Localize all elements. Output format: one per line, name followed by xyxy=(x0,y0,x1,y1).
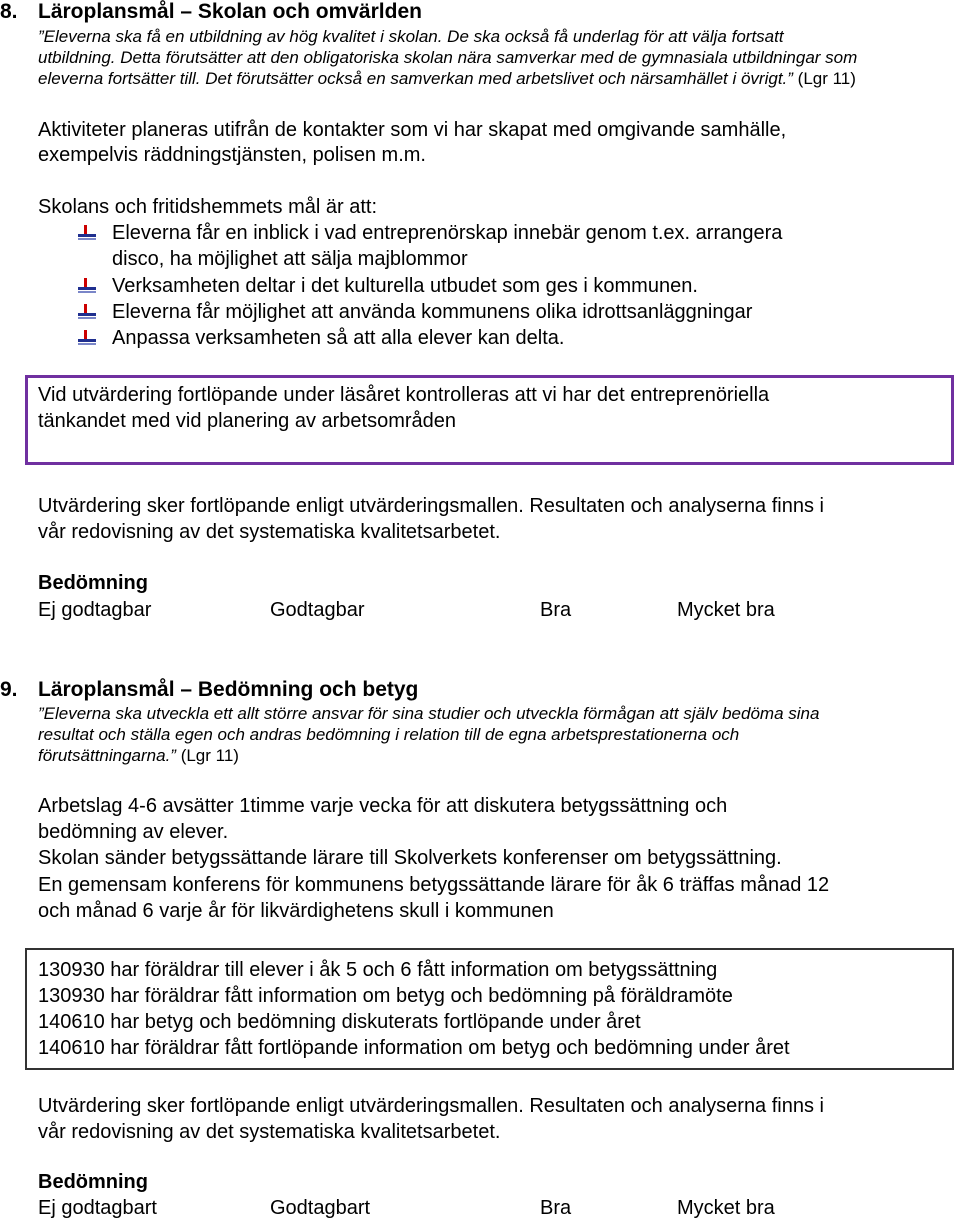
dates-box-line-4: 140610 har föräldrar fått fortlöpande information om betyg och bedömning under året xyxy=(38,1037,790,1059)
section-8-number: 8. xyxy=(0,0,18,23)
section-9-quote-line-3 xyxy=(38,746,239,766)
goal-bullet-text: Eleverna får möjlighet att använda kommunens olika idrottsanläggningar xyxy=(112,301,753,323)
section-9-quote-line-1: ”Eleverna ska utveckla ett allt större ansvar för sina studier och utveckla förmågan att själv bedöma sina xyxy=(38,704,820,723)
section-9-body-line-5: och månad 6 varje år för likvärdighetens skull i kommunen xyxy=(38,900,554,922)
evaluation-box-line-1: Vid utvärdering fortlöpande under läsåret kontrolleras att vi har det entreprenöriella xyxy=(38,384,770,406)
grade-mycket-bra: Mycket bra xyxy=(677,599,775,621)
goal-bullet-text: Verksamheten deltar i det kulturella utbudet som ges i kommunen. xyxy=(112,275,698,297)
dates-box-line-1: 130930 har föräldrar till elever i åk 5 och 6 fått information om betygssättning xyxy=(38,959,718,981)
section-8-quote-line-1: ”Eleverna ska få en utbildning av hög kvalitet i skolan. De ska också få underlag för att välja fortsatt xyxy=(38,27,784,46)
grade-godtagbar: Godtagbar xyxy=(270,599,365,621)
goal-bullet-text: Eleverna får en inblick i vad entreprenörskap innebär genom t.ex. arrangera xyxy=(112,222,783,244)
grade-mycket-bra: Mycket bra xyxy=(677,1197,775,1219)
goals-intro: Skolans och fritidshemmets mål är att: xyxy=(38,196,378,218)
section-9-body-line-4: En gemensam konferens för kommunens betygssättande lärare för åk 6 träffas månad 12 xyxy=(38,874,830,896)
grade-bra: Bra xyxy=(540,1197,572,1219)
goal-bullet-text-cont: disco, ha möjlighet att sälja majblommor xyxy=(112,248,468,270)
quote-ref: (Lgr 11) xyxy=(175,746,239,765)
quote-ref: (Lgr 11) xyxy=(792,69,856,88)
section-8-quote-line-2: utbildning. Detta förutsätter att den obligatoriska skolan nära samverkar med de gymnasiala utbildningar som xyxy=(38,48,858,67)
section-9-title: Läroplansmål – Bedömning och betyg xyxy=(38,678,419,701)
section-9-quote-line-2: resultat och ställa egen och andras bedömning i relation till de egna arbetsprestationerna och xyxy=(38,725,740,744)
quote-text: eleverna fortsätter till. Det förutsätter också en samverkan med arbetslivet och närsamhället i övrigt.” xyxy=(38,69,793,88)
grade-godtagbart: Godtagbart xyxy=(270,1197,371,1219)
section-8-assessment-title: Bedömning xyxy=(38,572,148,594)
bullet-icon xyxy=(76,329,98,347)
bullet-icon xyxy=(76,277,98,295)
bullet-icon xyxy=(76,303,98,321)
activities-line-1: Aktiviteter planeras utifrån de kontakter som vi har skapat med omgivande samhälle, xyxy=(38,119,787,141)
activities-line-2: exempelvis räddningstjänsten, polisen m.m. xyxy=(38,144,426,166)
section-8-evaluation-line-2: vår redovisning av det systematiska kvalitetsarbetet. xyxy=(38,521,501,543)
section-9-body-line-3: Skolan sänder betygssättande lärare till Skolverkets konferenser om betygssättning. xyxy=(38,847,782,869)
section-8-evaluation-line-1: Utvärdering sker fortlöpande enligt utvärderingsmallen. Resultaten och analyserna finns i xyxy=(38,495,824,517)
section-8-title: Läroplansmål – Skolan och omvärlden xyxy=(38,0,422,23)
evaluation-box-line-2: tänkandet med vid planering av arbetsområden xyxy=(38,410,457,432)
grade-bra: Bra xyxy=(540,599,572,621)
section-9-body-line-2: bedömning av elever. xyxy=(38,821,229,843)
grade-ej-godtagbart: Ej godtagbart xyxy=(38,1197,157,1219)
section-8-quote-line-3 xyxy=(38,69,856,89)
dates-box-line-3: 140610 har betyg och bedömning diskuterats fortlöpande under året xyxy=(38,1011,641,1033)
goal-bullet-text: Anpassa verksamheten så att alla elever kan delta. xyxy=(112,327,565,349)
section-9-evaluation-line-1: Utvärdering sker fortlöpande enligt utvärderingsmallen. Resultaten och analyserna finns i xyxy=(38,1095,824,1117)
section-9-assessment-title: Bedömning xyxy=(38,1171,148,1193)
quote-text: förutsättningarna.” xyxy=(38,746,176,765)
section-9-number: 9. xyxy=(0,678,18,701)
grade-ej-godtagbar: Ej godtagbar xyxy=(38,599,152,621)
bullet-icon xyxy=(76,224,98,242)
section-9-body-line-1: Arbetslag 4-6 avsätter 1timme varje vecka för att diskutera betygssättning och xyxy=(38,795,728,817)
section-9-evaluation-line-2: vår redovisning av det systematiska kvalitetsarbetet. xyxy=(38,1121,501,1143)
dates-box-line-2: 130930 har föräldrar fått information om betyg och bedömning på föräldramöte xyxy=(38,985,733,1007)
